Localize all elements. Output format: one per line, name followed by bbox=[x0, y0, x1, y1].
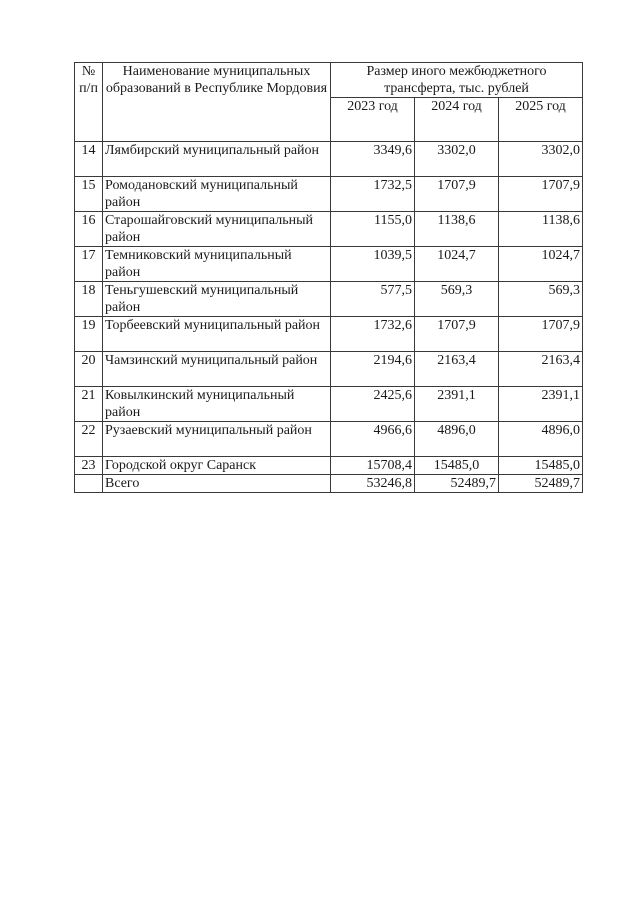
row-number: 18 bbox=[75, 282, 103, 317]
table-row bbox=[75, 282, 583, 317]
row-number: 14 bbox=[75, 142, 103, 177]
row-value-2023: 1039,5 bbox=[331, 247, 415, 282]
header-transfer-size: Размер иного межбюджетного трансферта, тыс. рублей bbox=[331, 63, 583, 98]
row-value-2024: 1707,9 bbox=[415, 317, 499, 352]
table-row bbox=[75, 317, 583, 352]
row-value-2024: 1024,7 bbox=[415, 247, 499, 282]
row-value-2023: 2194,6 bbox=[331, 352, 415, 387]
row-value-2024: 1138,6 bbox=[415, 212, 499, 247]
row-value-2025: 1138,6 bbox=[499, 212, 583, 247]
row-number: 16 bbox=[75, 212, 103, 247]
row-value-2024: 2163,4 bbox=[415, 352, 499, 387]
row-municipality-name: Ковылкинский муниципальный район bbox=[103, 387, 331, 422]
row-municipality-name: Рузаевский муниципальный район bbox=[103, 422, 331, 457]
total-number bbox=[75, 475, 103, 493]
table-row bbox=[75, 387, 583, 422]
row-value-2025: 1024,7 bbox=[499, 247, 583, 282]
row-value-2024: 15485,0 bbox=[415, 457, 499, 475]
row-value-2025: 569,3 bbox=[499, 282, 583, 317]
header-municipality-name: Наименование муниципальных образований в Республике Мордовия bbox=[103, 63, 331, 142]
table-row bbox=[75, 352, 583, 387]
table-row bbox=[75, 457, 583, 475]
row-value-2023: 577,5 bbox=[331, 282, 415, 317]
table-row bbox=[75, 247, 583, 282]
transfers-table bbox=[74, 62, 583, 493]
header-year-2025: 2025 год bbox=[499, 98, 583, 142]
row-municipality-name: Торбеевский муниципальный район bbox=[103, 317, 331, 352]
table-row bbox=[75, 142, 583, 177]
row-value-2024: 1707,9 bbox=[415, 177, 499, 212]
row-value-2025: 2163,4 bbox=[499, 352, 583, 387]
table-row bbox=[75, 212, 583, 247]
row-value-2023: 3349,6 bbox=[331, 142, 415, 177]
row-value-2025: 1707,9 bbox=[499, 177, 583, 212]
table-body bbox=[75, 142, 583, 493]
table-row bbox=[75, 422, 583, 457]
row-value-2023: 15708,4 bbox=[331, 457, 415, 475]
row-number: 15 bbox=[75, 177, 103, 212]
row-municipality-name: Темниковский муниципальный район bbox=[103, 247, 331, 282]
row-municipality-name: Городской округ Саранск bbox=[103, 457, 331, 475]
row-value-2025: 1707,9 bbox=[499, 317, 583, 352]
row-value-2025: 15485,0 bbox=[499, 457, 583, 475]
row-value-2024: 4896,0 bbox=[415, 422, 499, 457]
row-number: 19 bbox=[75, 317, 103, 352]
row-municipality-name: Старошайговский муниципальный район bbox=[103, 212, 331, 247]
row-municipality-name: Лямбирский муниципальный район bbox=[103, 142, 331, 177]
table-row bbox=[75, 177, 583, 212]
total-row bbox=[75, 475, 583, 493]
row-value-2023: 1155,0 bbox=[331, 212, 415, 247]
row-value-2025: 3302,0 bbox=[499, 142, 583, 177]
row-number: 17 bbox=[75, 247, 103, 282]
row-value-2023: 2425,6 bbox=[331, 387, 415, 422]
row-municipality-name: Теньгушевский муниципальный район bbox=[103, 282, 331, 317]
header-number: № п/п bbox=[75, 63, 103, 142]
row-value-2025: 2391,1 bbox=[499, 387, 583, 422]
row-value-2024: 2391,1 bbox=[415, 387, 499, 422]
table-header bbox=[75, 63, 583, 142]
row-value-2025: 4896,0 bbox=[499, 422, 583, 457]
total-value-2024: 52489,7 bbox=[415, 475, 499, 493]
row-number: 22 bbox=[75, 422, 103, 457]
row-value-2023: 4966,6 bbox=[331, 422, 415, 457]
row-value-2024: 3302,0 bbox=[415, 142, 499, 177]
header-year-2023: 2023 год bbox=[331, 98, 415, 142]
row-number: 21 bbox=[75, 387, 103, 422]
total-value-2025: 52489,7 bbox=[499, 475, 583, 493]
row-number: 20 bbox=[75, 352, 103, 387]
header-year-2024: 2024 год bbox=[415, 98, 499, 142]
total-value-2023: 53246,8 bbox=[331, 475, 415, 493]
row-value-2023: 1732,5 bbox=[331, 177, 415, 212]
row-number: 23 bbox=[75, 457, 103, 475]
row-value-2023: 1732,6 bbox=[331, 317, 415, 352]
total-label: Всего bbox=[103, 475, 331, 493]
row-municipality-name: Ромодановский муниципальный район bbox=[103, 177, 331, 212]
row-municipality-name: Чамзинский муниципальный район bbox=[103, 352, 331, 387]
row-value-2024: 569,3 bbox=[415, 282, 499, 317]
